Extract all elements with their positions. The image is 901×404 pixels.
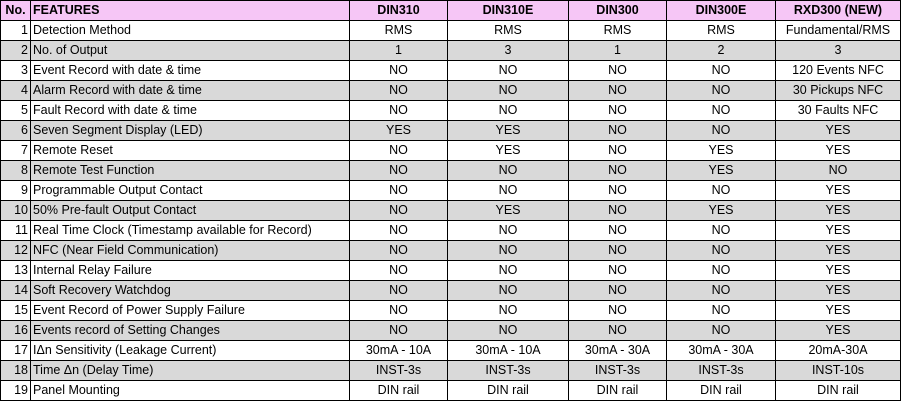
cell-rxd300: Fundamental/RMS xyxy=(776,21,901,41)
feature-name: Events record of Setting Changes xyxy=(31,321,350,341)
row-number: 15 xyxy=(1,301,31,321)
cell-din310e: NO xyxy=(448,81,569,101)
cell-din300e: NO xyxy=(667,61,776,81)
cell-din310: NO xyxy=(350,61,448,81)
cell-din310: RMS xyxy=(350,21,448,41)
row-number: 16 xyxy=(1,321,31,341)
cell-din300e: YES xyxy=(667,161,776,181)
cell-din300e: RMS xyxy=(667,21,776,41)
cell-din310: YES xyxy=(350,121,448,141)
feature-name: Real Time Clock (Timestamp available for Record) xyxy=(31,221,350,241)
table-row xyxy=(1,241,901,261)
cell-din310: NO xyxy=(350,101,448,121)
cell-din310e: YES xyxy=(448,201,569,221)
cell-din300e: YES xyxy=(667,141,776,161)
cell-din300: NO xyxy=(569,221,667,241)
table-row xyxy=(1,161,901,181)
cell-din310e: NO xyxy=(448,61,569,81)
row-number: 14 xyxy=(1,281,31,301)
header-din300: DIN300 xyxy=(569,1,667,21)
feature-name: Event Record with date & time xyxy=(31,61,350,81)
cell-din310e: NO xyxy=(448,101,569,121)
cell-rxd300: 3 xyxy=(776,41,901,61)
feature-name: Alarm Record with date & time xyxy=(31,81,350,101)
cell-rxd300: NO xyxy=(776,161,901,181)
header-no: No. xyxy=(1,1,31,21)
row-number: 17 xyxy=(1,341,31,361)
table-row xyxy=(1,381,901,401)
table-row xyxy=(1,181,901,201)
table-row xyxy=(1,81,901,101)
cell-din310: NO xyxy=(350,261,448,281)
cell-din300e: NO xyxy=(667,241,776,261)
cell-din310: NO xyxy=(350,281,448,301)
cell-din300: NO xyxy=(569,201,667,221)
feature-name: Detection Method xyxy=(31,21,350,41)
cell-rxd300: 20mA-30A xyxy=(776,341,901,361)
feature-name: 50% Pre-fault Output Contact xyxy=(31,201,350,221)
cell-din300: 1 xyxy=(569,41,667,61)
table-row xyxy=(1,301,901,321)
feature-name: Remote Reset xyxy=(31,141,350,161)
feature-name: No. of Output xyxy=(31,41,350,61)
feature-name: Panel Mounting xyxy=(31,381,350,401)
cell-din310e: DIN rail xyxy=(448,381,569,401)
cell-din300e: NO xyxy=(667,101,776,121)
table-row xyxy=(1,361,901,381)
cell-rxd300: YES xyxy=(776,201,901,221)
cell-din310e: NO xyxy=(448,161,569,181)
cell-din300e: NO xyxy=(667,281,776,301)
cell-rxd300: YES xyxy=(776,221,901,241)
cell-din310: NO xyxy=(350,81,448,101)
row-number: 18 xyxy=(1,361,31,381)
cell-din300: NO xyxy=(569,101,667,121)
header-features: FEATURES xyxy=(31,1,350,21)
cell-din300e: NO xyxy=(667,81,776,101)
cell-din300: NO xyxy=(569,121,667,141)
row-number: 3 xyxy=(1,61,31,81)
cell-din310: NO xyxy=(350,161,448,181)
cell-din300e: NO xyxy=(667,261,776,281)
cell-rxd300: 30 Faults NFC xyxy=(776,101,901,121)
cell-din300: NO xyxy=(569,81,667,101)
table-row xyxy=(1,201,901,221)
feature-name: Remote Test Function xyxy=(31,161,350,181)
cell-rxd300: 30 Pickups NFC xyxy=(776,81,901,101)
cell-din300e: 2 xyxy=(667,41,776,61)
row-number: 13 xyxy=(1,261,31,281)
cell-rxd300: YES xyxy=(776,121,901,141)
cell-din300: NO xyxy=(569,321,667,341)
cell-din310e: YES xyxy=(448,141,569,161)
cell-din300: NO xyxy=(569,241,667,261)
cell-rxd300: YES xyxy=(776,141,901,161)
cell-din300e: NO xyxy=(667,221,776,241)
cell-rxd300: INST-10s xyxy=(776,361,901,381)
row-number: 6 xyxy=(1,121,31,141)
cell-din310e: NO xyxy=(448,221,569,241)
cell-din300e: NO xyxy=(667,301,776,321)
cell-din310e: NO xyxy=(448,181,569,201)
table-row xyxy=(1,141,901,161)
table-row xyxy=(1,221,901,241)
cell-din310e: YES xyxy=(448,121,569,141)
table-row xyxy=(1,21,901,41)
cell-din310e: NO xyxy=(448,321,569,341)
table-row xyxy=(1,61,901,81)
feature-name: Event Record of Power Supply Failure xyxy=(31,301,350,321)
cell-din300: NO xyxy=(569,161,667,181)
cell-din300e: NO xyxy=(667,121,776,141)
cell-din310: NO xyxy=(350,181,448,201)
cell-din300: NO xyxy=(569,181,667,201)
cell-din300e: NO xyxy=(667,321,776,341)
cell-din310: NO xyxy=(350,141,448,161)
cell-din300: RMS xyxy=(569,21,667,41)
header-rxd300: RXD300 (NEW) xyxy=(776,1,901,21)
feature-name: Programmable Output Contact xyxy=(31,181,350,201)
cell-din300e: NO xyxy=(667,181,776,201)
table-row xyxy=(1,41,901,61)
cell-din300: INST-3s xyxy=(569,361,667,381)
header-row xyxy=(1,1,901,21)
feature-name: Time Δn (Delay Time) xyxy=(31,361,350,381)
cell-din310: INST-3s xyxy=(350,361,448,381)
cell-rxd300: DIN rail xyxy=(776,381,901,401)
cell-din310: NO xyxy=(350,241,448,261)
cell-din310e: NO xyxy=(448,301,569,321)
row-number: 10 xyxy=(1,201,31,221)
cell-din310e: NO xyxy=(448,261,569,281)
header-din310: DIN310 xyxy=(350,1,448,21)
table-row xyxy=(1,341,901,361)
row-number: 1 xyxy=(1,21,31,41)
cell-rxd300: YES xyxy=(776,181,901,201)
row-number: 7 xyxy=(1,141,31,161)
cell-din300: NO xyxy=(569,301,667,321)
cell-din300: NO xyxy=(569,281,667,301)
cell-din300: NO xyxy=(569,261,667,281)
feature-name: Internal Relay Failure xyxy=(31,261,350,281)
cell-rxd300: YES xyxy=(776,281,901,301)
cell-din310e: INST-3s xyxy=(448,361,569,381)
cell-din300: NO xyxy=(569,61,667,81)
cell-din300e: INST-3s xyxy=(667,361,776,381)
cell-din310: NO xyxy=(350,321,448,341)
cell-din300: 30mA - 30A xyxy=(569,341,667,361)
cell-din300e: YES xyxy=(667,201,776,221)
cell-din310: NO xyxy=(350,301,448,321)
row-number: 9 xyxy=(1,181,31,201)
row-number: 4 xyxy=(1,81,31,101)
cell-rxd300: YES xyxy=(776,321,901,341)
cell-din310: 30mA - 10A xyxy=(350,341,448,361)
cell-din300e: 30mA - 30A xyxy=(667,341,776,361)
cell-rxd300: 120 Events NFC xyxy=(776,61,901,81)
header-din300e: DIN300E xyxy=(667,1,776,21)
row-number: 11 xyxy=(1,221,31,241)
table-row xyxy=(1,261,901,281)
table-row xyxy=(1,121,901,141)
row-number: 8 xyxy=(1,161,31,181)
cell-rxd300: YES xyxy=(776,241,901,261)
feature-name: Fault Record with date & time xyxy=(31,101,350,121)
feature-name: Seven Segment Display (LED) xyxy=(31,121,350,141)
feature-name: NFC (Near Field Communication) xyxy=(31,241,350,261)
table-row xyxy=(1,101,901,121)
cell-din300: DIN rail xyxy=(569,381,667,401)
cell-din310e: 30mA - 10A xyxy=(448,341,569,361)
cell-rxd300: YES xyxy=(776,261,901,281)
cell-din310e: NO xyxy=(448,281,569,301)
cell-rxd300: YES xyxy=(776,301,901,321)
feature-name: Soft Recovery Watchdog xyxy=(31,281,350,301)
cell-din310: NO xyxy=(350,221,448,241)
table-row xyxy=(1,281,901,301)
cell-din310: DIN rail xyxy=(350,381,448,401)
row-number: 5 xyxy=(1,101,31,121)
row-number: 2 xyxy=(1,41,31,61)
cell-din300e: DIN rail xyxy=(667,381,776,401)
cell-din310: 1 xyxy=(350,41,448,61)
feature-name: IΔn Sensitivity (Leakage Current) xyxy=(31,341,350,361)
cell-din310: NO xyxy=(350,201,448,221)
cell-din310e: NO xyxy=(448,241,569,261)
cell-din300: NO xyxy=(569,141,667,161)
table-row xyxy=(1,321,901,341)
cell-din310e: RMS xyxy=(448,21,569,41)
row-number: 19 xyxy=(1,381,31,401)
header-din310e: DIN310E xyxy=(448,1,569,21)
cell-din310e: 3 xyxy=(448,41,569,61)
row-number: 12 xyxy=(1,241,31,261)
